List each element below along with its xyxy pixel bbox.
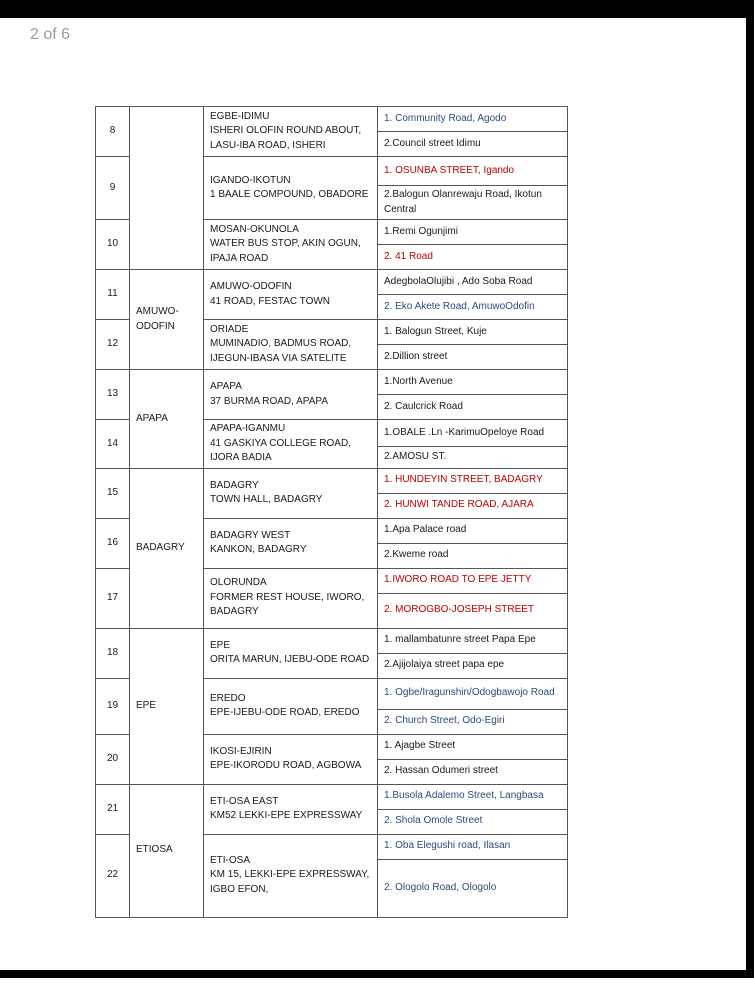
road-cell: 2. MOROGBO-JOSEPH STREET bbox=[378, 593, 568, 628]
centre-name: EGBE-IDIMU bbox=[210, 110, 270, 122]
ward-number-cell: 9 bbox=[96, 157, 130, 220]
road-cell: 2.Council street Idimu bbox=[378, 132, 568, 157]
road-cell: 2. Shola Omole Street bbox=[378, 809, 568, 834]
centre-name: APAPA-IGANMU bbox=[210, 423, 286, 434]
road-cell: 2. Caulcrick Road bbox=[378, 395, 568, 420]
lga-cell bbox=[130, 107, 204, 270]
registration-centre-cell bbox=[204, 320, 378, 370]
ward-number-cell: 22 bbox=[96, 834, 130, 917]
lga-cell: ETIOSA bbox=[130, 784, 204, 917]
ward-number-cell: 15 bbox=[96, 468, 130, 518]
road-cell: 1. Balogun Street, Kuje bbox=[378, 320, 568, 345]
document-page bbox=[0, 18, 746, 970]
centre-address: MUMINADIO, BADMUS ROAD, IJEGUN-IBASA VIA SATELITE bbox=[210, 338, 352, 364]
registration-centre-cell bbox=[204, 370, 378, 420]
road-cell: 1.Apa Palace road bbox=[378, 518, 568, 543]
table-row bbox=[96, 784, 568, 809]
registration-centre-cell bbox=[204, 568, 378, 628]
road-cell: 2.AMOSU ST. bbox=[378, 447, 568, 468]
lga-cell: EPE bbox=[130, 628, 204, 784]
registration-centre-cell bbox=[204, 678, 378, 734]
road-cell: 1. OSUNBA STREET, Igando bbox=[378, 157, 568, 186]
ward-number-cell: 14 bbox=[96, 420, 130, 469]
centre-address: 1 BAALE COMPOUND, OBADORE bbox=[210, 189, 369, 200]
ward-number-cell: 19 bbox=[96, 678, 130, 734]
centre-name: ETI-OSA bbox=[210, 854, 251, 866]
centre-name: ETI-OSA EAST bbox=[210, 795, 279, 807]
lga-cell: AMUWO-ODOFIN bbox=[130, 270, 204, 370]
registration-centre-cell bbox=[204, 270, 378, 320]
centre-name: MOSAN-OKUNOLA bbox=[210, 223, 299, 235]
registration-centre-cell bbox=[204, 107, 378, 157]
road-cell: 2. Ologolo Road, Ologolo bbox=[378, 859, 568, 917]
registration-centre-cell bbox=[204, 734, 378, 784]
ward-number-cell: 18 bbox=[96, 628, 130, 678]
road-cell: 2. Hassan Odumeri street bbox=[378, 759, 568, 784]
registration-centre-cell bbox=[204, 784, 378, 834]
centre-name: EPE bbox=[210, 639, 231, 651]
ward-number-cell: 11 bbox=[96, 270, 130, 320]
road-cell: 2. HUNWI TANDE ROAD, AJARA bbox=[378, 493, 568, 518]
road-cell: AdegbolaOlujibi , Ado Soba Road bbox=[378, 270, 568, 295]
table-row bbox=[96, 468, 568, 493]
ward-number-cell: 10 bbox=[96, 220, 130, 270]
centre-address: KM 15, LEKKI-EPE EXPRESSWAY, IGBO EFON, bbox=[210, 869, 370, 895]
centre-address: 41 GASKIYA COLLEGE ROAD, IJORA BADIA bbox=[210, 437, 351, 463]
road-cell: 1. Community Road, Agodo bbox=[378, 107, 568, 132]
ward-number-cell: 17 bbox=[96, 568, 130, 628]
road-cell: 1. Ajagbe Street bbox=[378, 734, 568, 759]
ward-number-cell: 12 bbox=[96, 320, 130, 370]
centre-address: FORMER REST HOUSE, IWORO, BADAGRY bbox=[210, 591, 365, 618]
ward-number-cell: 16 bbox=[96, 518, 130, 568]
next-page-edge bbox=[0, 978, 754, 1005]
centre-name: APAPA bbox=[210, 381, 242, 392]
road-cell: 1. Ogbe/Iragunshin/Odogbawojo Road bbox=[378, 678, 568, 709]
registration-centre-cell bbox=[204, 468, 378, 518]
ward-number-cell: 21 bbox=[96, 784, 130, 834]
centre-address: TOWN HALL, BADAGRY bbox=[210, 494, 323, 505]
registration-centre-cell bbox=[204, 628, 378, 678]
table-row bbox=[96, 370, 568, 395]
ward-number-cell: 13 bbox=[96, 370, 130, 420]
centre-address: WATER BUS STOP, AKIN OGUN, IPAJA ROAD bbox=[210, 238, 361, 264]
road-cell: 1.OBALE .Ln -KarimuOpeloye Road bbox=[378, 420, 568, 447]
page-indicator: 2 of 6 bbox=[30, 26, 71, 43]
registration-centre-cell bbox=[204, 518, 378, 568]
centre-address: KM52 LEKKI-EPE EXPRESSWAY bbox=[210, 810, 363, 821]
ward-number-cell: 8 bbox=[96, 107, 130, 157]
centre-name: IGANDO-IKOTUN bbox=[210, 174, 291, 186]
road-cell: 2.Balogun Olanrewaju Road, Ikotun Central bbox=[378, 186, 568, 220]
centre-name: EREDO bbox=[210, 692, 246, 704]
road-cell: 1. mallambatunre street Papa Epe bbox=[378, 628, 568, 653]
table-row bbox=[96, 270, 568, 295]
centre-name: ORIADE bbox=[210, 323, 249, 335]
registration-centre-cell bbox=[204, 834, 378, 917]
centre-name: BADAGRY WEST bbox=[210, 529, 291, 541]
table-row bbox=[96, 107, 568, 132]
road-cell: 2.Ajijolaiya street papa epe bbox=[378, 653, 568, 678]
registration-centre-cell bbox=[204, 420, 378, 469]
registration-centre-cell bbox=[204, 157, 378, 220]
road-cell: 1.Remi Ogunjimi bbox=[378, 220, 568, 245]
registration-centre-cell bbox=[204, 220, 378, 270]
centre-name: IKOSI-EJIRIN bbox=[210, 745, 272, 757]
centre-address: ISHERI OLOFIN ROUND ABOUT, LASU-IBA ROAD, ISHERI bbox=[210, 125, 362, 151]
road-cell: 1.North Avenue bbox=[378, 370, 568, 395]
lga-cell: BADAGRY bbox=[130, 468, 204, 628]
road-cell: 1.Busola Adalemo Street, Langbasa bbox=[378, 784, 568, 809]
road-cell: 2.Dillion street bbox=[378, 345, 568, 370]
centre-name: AMUWO-ODOFIN bbox=[210, 281, 292, 292]
centre-address: EPE-IJEBU-ODE ROAD, EREDO bbox=[210, 707, 360, 718]
road-cell: 1. HUNDEYIN STREET, BADAGRY bbox=[378, 468, 568, 493]
centre-name: BADAGRY bbox=[210, 479, 259, 491]
road-cell: 1.IWORO ROAD TO EPE JETTY bbox=[378, 568, 568, 593]
centre-address: 41 ROAD, FESTAC TOWN bbox=[210, 295, 331, 307]
road-cell: 2. 41 Road bbox=[378, 245, 568, 270]
ward-table bbox=[95, 106, 568, 918]
road-cell: 2. Eko Akete Road, AmuwoOdofin bbox=[378, 295, 568, 320]
ward-number-cell: 20 bbox=[96, 734, 130, 784]
lga-cell: APAPA bbox=[130, 370, 204, 469]
road-cell: 2.Kweme road bbox=[378, 543, 568, 568]
centre-address: KANKON, BADAGRY bbox=[210, 544, 307, 555]
centre-address: 37 BURMA ROAD, APAPA bbox=[210, 395, 329, 407]
centre-name: OLORUNDA bbox=[210, 577, 267, 589]
table-row bbox=[96, 628, 568, 653]
centre-address: ORITA MARUN, IJEBU-ODE ROAD bbox=[210, 654, 370, 665]
road-cell: 2. Church Street, Odo-Egiri bbox=[378, 709, 568, 734]
road-cell: 1. Oba Elegushi road, Ilasan bbox=[378, 834, 568, 859]
centre-address: EPE-IKORODU ROAD, AGBOWA bbox=[210, 760, 362, 771]
